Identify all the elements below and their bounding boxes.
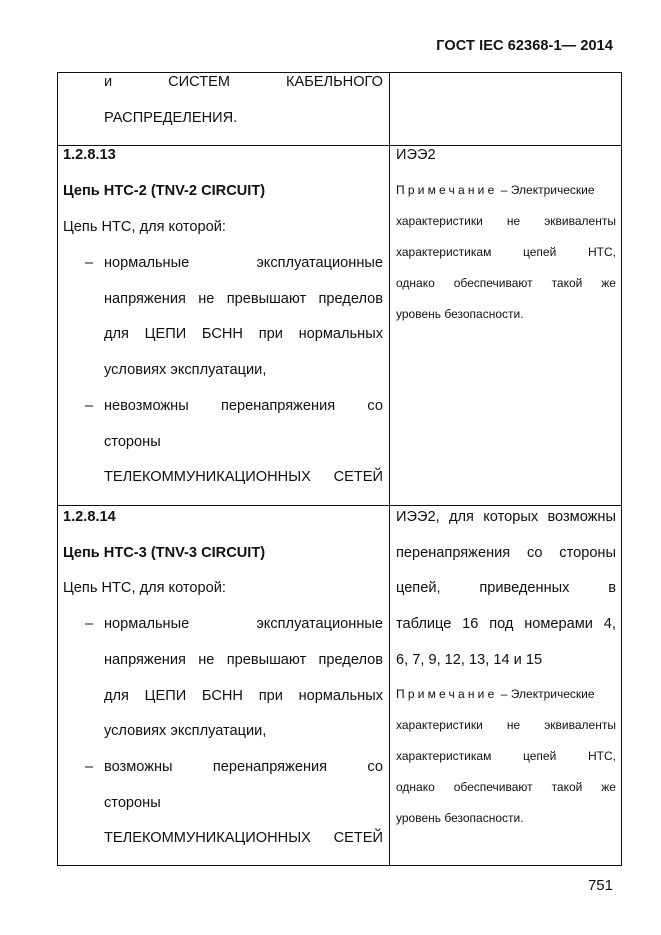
word: характеристикам	[396, 245, 492, 259]
right-main-line	[396, 580, 616, 597]
definition-intro: Цепь НТС, для которой:	[63, 580, 226, 596]
word: ЦЕПИ	[144, 326, 187, 342]
word: приведенных	[479, 580, 570, 596]
item-line	[104, 291, 383, 308]
word: пределов	[318, 291, 383, 307]
item-line: условиях эксплуатации,	[104, 723, 267, 739]
word: не	[506, 214, 521, 228]
word: СЕТЕЙ	[333, 469, 383, 485]
right-main-line	[396, 545, 616, 562]
word: возможны	[104, 759, 173, 775]
note-line	[396, 780, 616, 795]
right-main-line	[396, 509, 616, 526]
item-line	[104, 830, 383, 847]
item-line	[104, 759, 383, 776]
note-label: Примечание	[396, 183, 498, 197]
note-first-line	[396, 183, 616, 198]
word: при	[258, 326, 283, 342]
clause-number: 1.2.8.14	[63, 509, 116, 525]
word: эквиваленты	[544, 214, 616, 228]
word: цепей,	[396, 580, 441, 596]
document-header: ГОСТ IEC 62368-1— 2014	[436, 38, 613, 54]
word: характеристики	[396, 214, 483, 228]
word: же	[601, 276, 616, 290]
dash-marker: –	[85, 398, 94, 414]
note-line: уровень безопасности.	[396, 307, 524, 321]
word: СИСТЕМ	[168, 74, 230, 90]
word: БСНН	[201, 688, 243, 704]
term-title: Цепь НТС-2 (TNV-2 CIRCUIT)	[63, 183, 266, 199]
word: возможны	[547, 509, 616, 525]
carryover-line-1	[104, 74, 383, 91]
word: для	[104, 688, 129, 704]
dash-marker: –	[85, 255, 94, 271]
note-line	[396, 276, 616, 291]
note-line	[396, 245, 616, 260]
note-line: уровень безопасности.	[396, 811, 524, 825]
note-first-line	[396, 687, 616, 702]
word: эквиваленты	[544, 718, 616, 732]
word: и	[104, 74, 113, 90]
word: невозможны	[104, 398, 189, 414]
word: таблице	[396, 616, 452, 632]
clause-table	[57, 72, 622, 866]
item-line	[104, 688, 383, 705]
word: ТЕЛЕКОММУНИКАЦИОННЫХ	[104, 830, 311, 846]
item-line	[104, 398, 383, 415]
word: ТЕЛЕКОММУНИКАЦИОННЫХ	[104, 469, 311, 485]
dash-marker: –	[85, 616, 94, 632]
term-title: Цепь НТС-3 (TNV-3 CIRCUIT)	[63, 545, 266, 561]
item-line	[104, 652, 383, 669]
word: однако	[396, 276, 435, 290]
word: перенапряжения	[220, 398, 336, 414]
item-line: стороны	[104, 434, 161, 450]
page-number: 751	[587, 877, 613, 894]
word: нормальных	[298, 326, 383, 342]
note-cell	[396, 145, 616, 505]
word: характеристикам	[396, 749, 492, 763]
definition-intro: Цепь НТС, для которой:	[63, 219, 226, 235]
word: СЕТЕЙ	[333, 830, 383, 846]
word: НТС,	[588, 245, 616, 259]
column-divider	[389, 73, 390, 865]
word: НТС,	[588, 749, 616, 763]
word: нормальные	[104, 616, 190, 632]
item-line: условиях эксплуатации,	[104, 362, 267, 378]
word: 4,	[603, 616, 616, 632]
right-main-line: 6, 7, 9, 12, 13, 14 и 15	[396, 652, 543, 668]
word: цепей	[523, 749, 557, 763]
word: перенапряжения	[212, 759, 328, 775]
note-first-text: – Электрические	[497, 687, 595, 701]
word: номерами	[524, 616, 593, 632]
carryover-line-2: РАСПРЕДЕЛЕНИЯ.	[104, 110, 238, 126]
clause-number: 1.2.8.13	[63, 147, 116, 163]
word: такой	[551, 276, 583, 290]
word: со	[367, 398, 383, 414]
word: однако	[396, 780, 435, 794]
word: напряжения	[104, 291, 186, 307]
word: характеристики	[396, 718, 483, 732]
word: эксплуатационные	[256, 616, 383, 632]
word: нормальных	[298, 688, 383, 704]
word: эксплуатационные	[256, 255, 383, 271]
word: же	[601, 780, 616, 794]
right-main-line	[396, 616, 616, 633]
note-line	[396, 749, 616, 764]
definition-cell	[63, 505, 383, 865]
word: при	[258, 688, 283, 704]
word: не	[198, 291, 215, 307]
item-line	[104, 326, 383, 343]
right-main-line: ИЭЭ2	[396, 147, 436, 163]
word: под	[489, 616, 514, 632]
word: напряжения	[104, 652, 186, 668]
word: превышают	[226, 291, 307, 307]
word: ЦЕПИ	[144, 688, 187, 704]
note-first-text: – Электрические	[497, 183, 595, 197]
word: ИЭЭ2,	[396, 509, 440, 525]
note-line	[396, 214, 616, 229]
item-line	[104, 616, 383, 633]
word: со	[367, 759, 383, 775]
word: перенапряжения	[396, 545, 511, 561]
word: в	[608, 580, 616, 596]
word: которых	[483, 509, 539, 525]
definition-cell	[63, 145, 383, 505]
word: не	[506, 718, 521, 732]
word: для	[104, 326, 129, 342]
word: со	[526, 545, 543, 561]
note-line	[396, 718, 616, 733]
item-line: стороны	[104, 795, 161, 811]
word: КАБЕЛЬНОГО	[285, 74, 383, 90]
word: не	[198, 652, 215, 668]
carryover-cell	[63, 73, 383, 145]
word: 16	[462, 616, 479, 632]
word: такой	[551, 780, 583, 794]
word: БСНН	[201, 326, 243, 342]
item-line	[104, 469, 383, 486]
note-label: Примечание	[396, 687, 498, 701]
word: превышают	[226, 652, 307, 668]
word: обеспечивают	[453, 780, 533, 794]
word: цепей	[523, 245, 557, 259]
word: для	[448, 509, 474, 525]
word: пределов	[318, 652, 383, 668]
word: нормальные	[104, 255, 190, 271]
word: стороны	[559, 545, 616, 561]
item-line	[104, 255, 383, 272]
dash-marker: –	[85, 759, 94, 775]
word: обеспечивают	[453, 276, 533, 290]
note-cell	[396, 505, 616, 865]
